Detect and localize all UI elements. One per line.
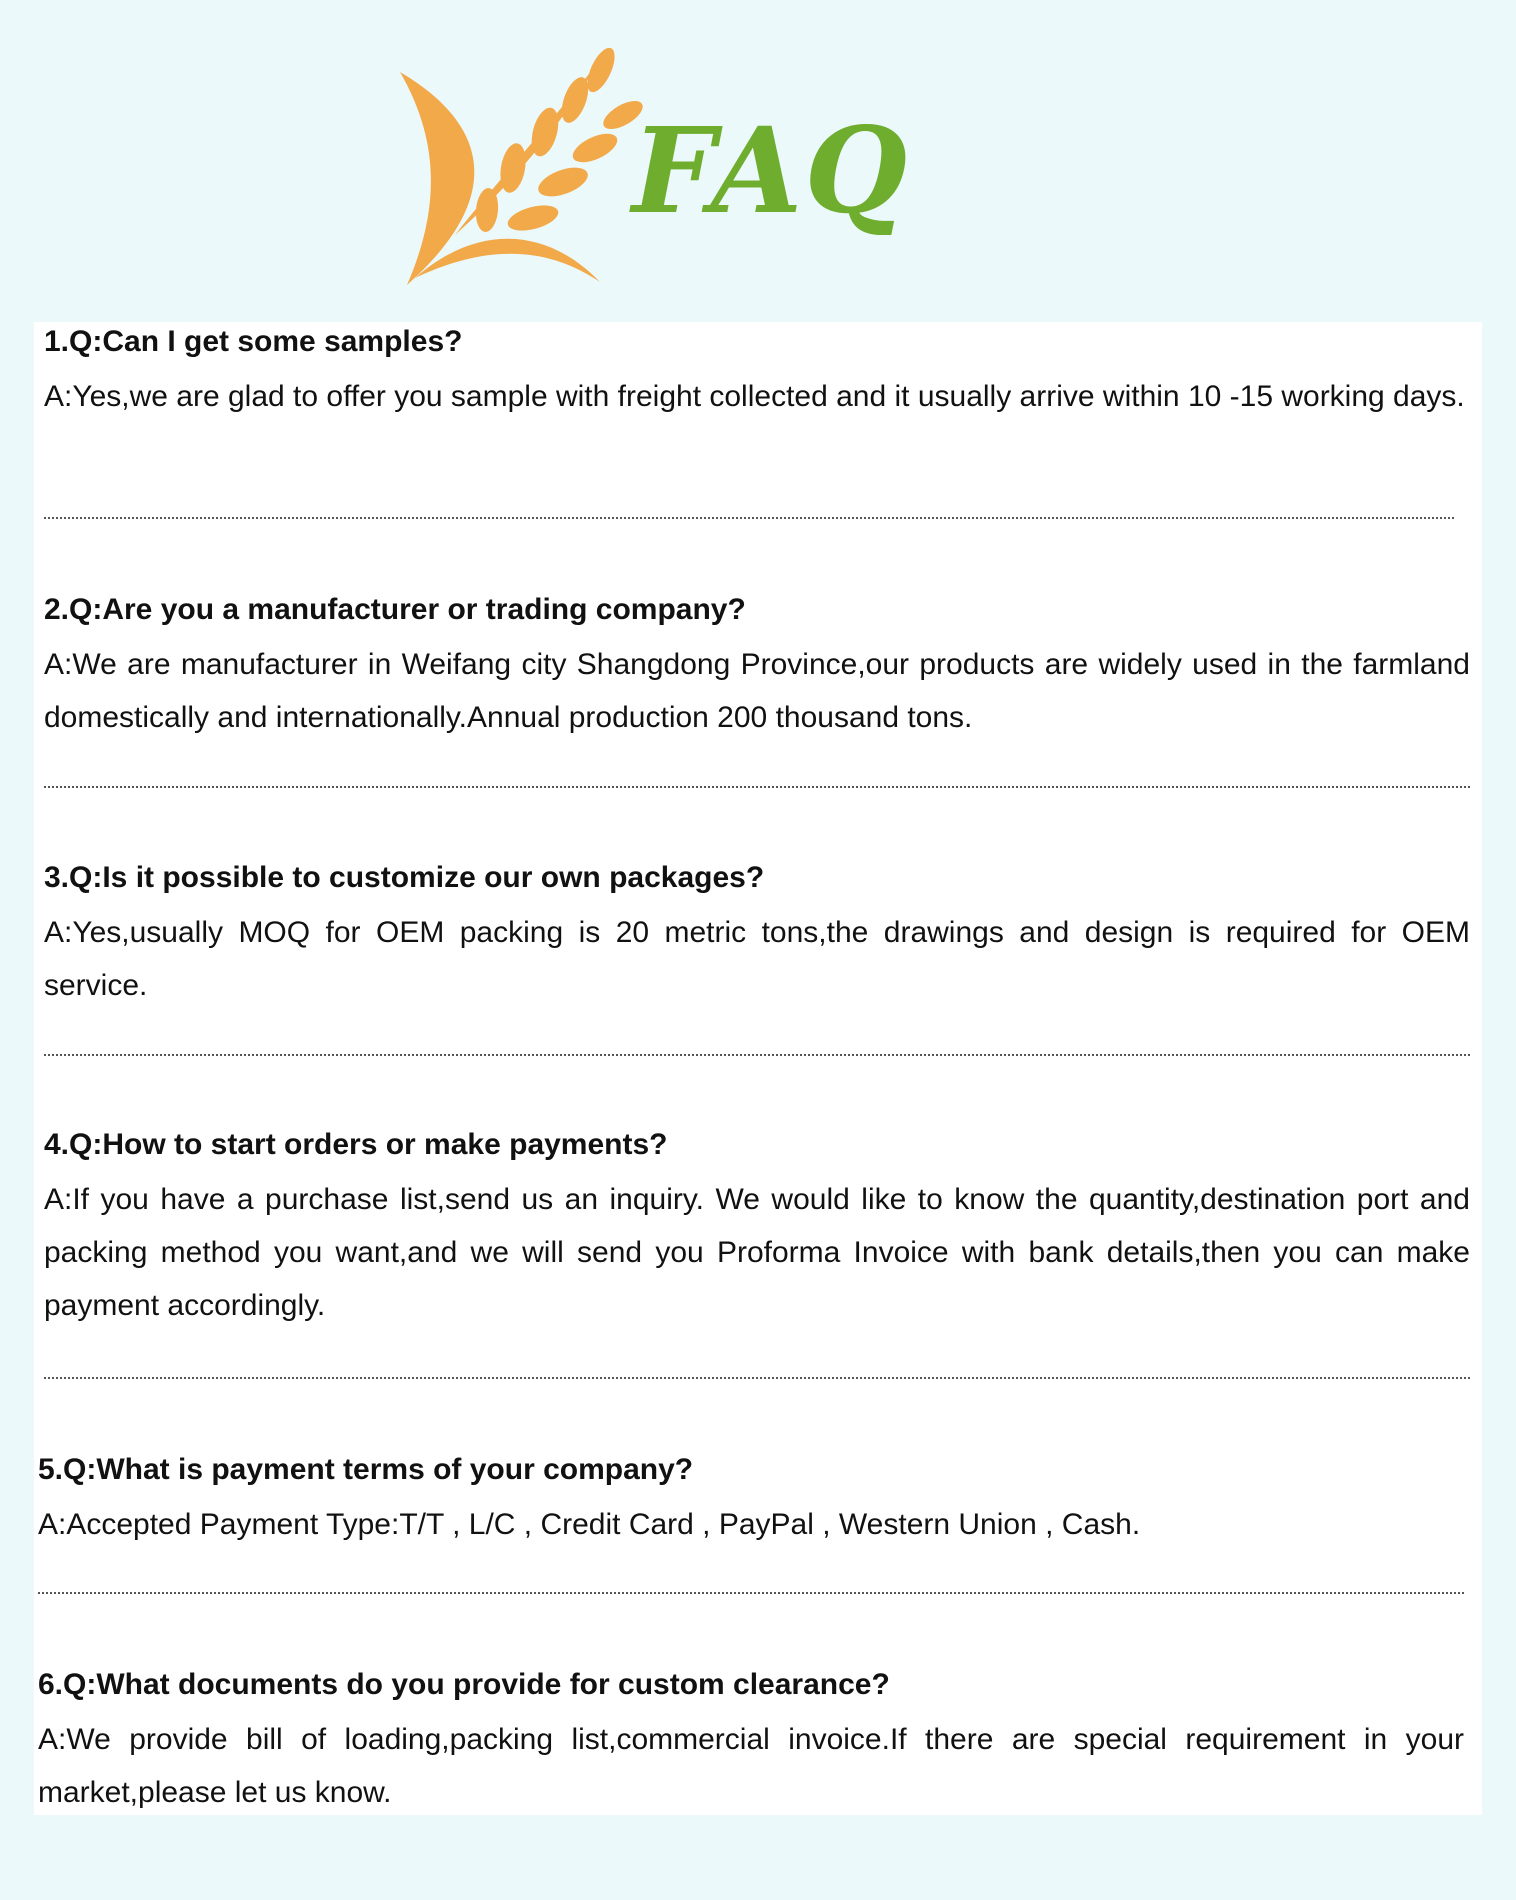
faq-question: 6.Q:What documents do you provide for custom clearance? bbox=[38, 1668, 890, 1701]
faq-answer: A:Yes,usually MOQ for OEM packing is 20 metric tons,the drawings and design is required for OEM service. bbox=[44, 916, 1470, 1002]
page-header bbox=[0, 0, 1516, 320]
divider bbox=[44, 1377, 1470, 1379]
faq-panel bbox=[34, 322, 1482, 1815]
page-title: FAQ bbox=[632, 101, 910, 240]
faq-question: 4.Q:How to start orders or make payments? bbox=[44, 1128, 668, 1161]
divider bbox=[44, 1054, 1470, 1056]
divider bbox=[44, 786, 1470, 788]
divider bbox=[44, 517, 1454, 519]
faq-answer: A:If you have a purchase list,send us an inquiry. We would like to know the quantity,destination port and packing method you want,and we will send you Proforma Invoice with bank details,then you can make payment accordingly. bbox=[44, 1183, 1470, 1322]
wheat-logo-icon bbox=[395, 40, 645, 290]
faq-answer: A:We are manufacturer in Weifang city Shangdong Province,our products are widely used in the farmland domestically and internationally.Annual production 200 thousand tons. bbox=[44, 648, 1470, 734]
faq-answer: A:Yes,we are glad to offer you sample with freight collected and it usually arrive within 10 -15 working days. bbox=[44, 380, 1465, 413]
faq-answer: A:Accepted Payment Type:T/T , L/C , Credit Card , PayPal , Western Union , Cash. bbox=[38, 1508, 1141, 1541]
faq-answer: A:We provide bill of loading,packing list,commercial invoice.If there are special requirement in your market,please let us know. bbox=[38, 1723, 1464, 1809]
faq-question: 5.Q:What is payment terms of your company? bbox=[38, 1453, 694, 1486]
faq-question: 3.Q:Is it possible to customize our own packages? bbox=[44, 861, 765, 894]
divider bbox=[38, 1592, 1464, 1594]
faq-question: 1.Q:Can I get some samples? bbox=[44, 325, 463, 358]
faq-question: 2.Q:Are you a manufacturer or trading company? bbox=[44, 593, 746, 626]
